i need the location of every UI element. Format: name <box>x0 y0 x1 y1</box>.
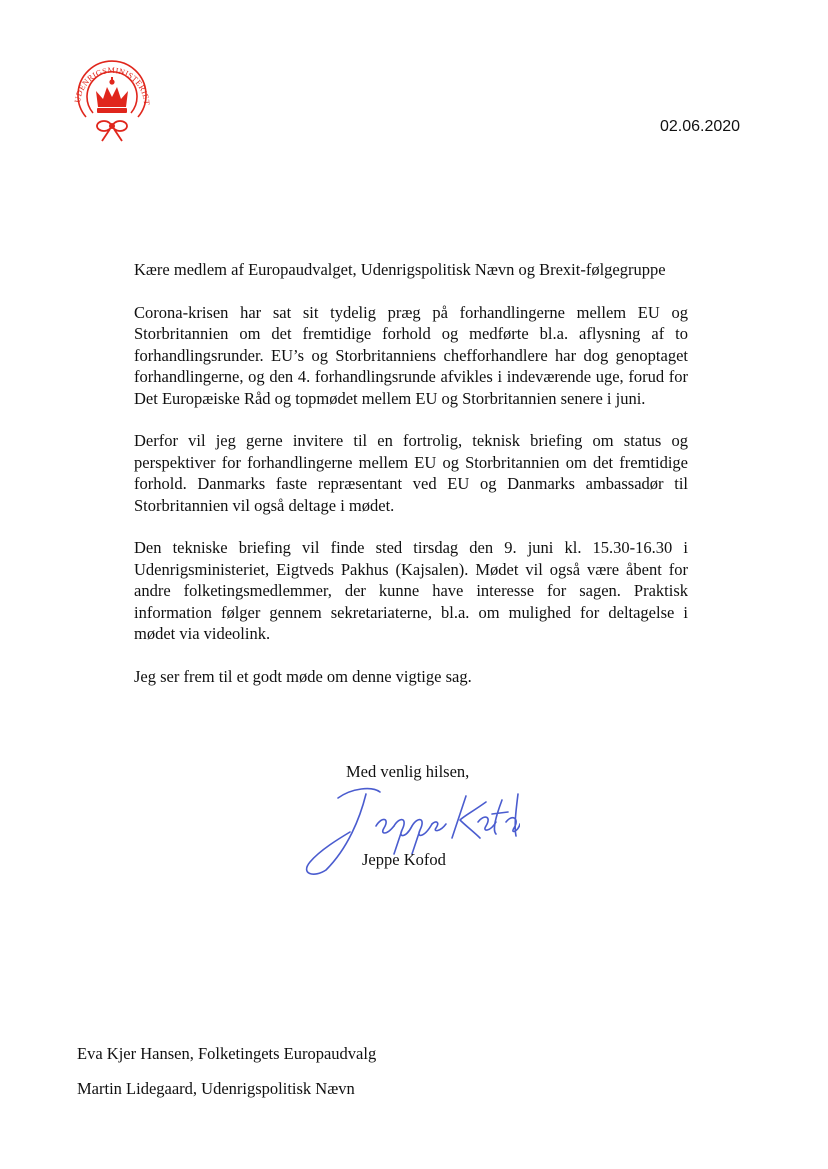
letter-date: 02.06.2020 <box>660 118 741 135</box>
recipient-2: Martin Lidegaard, Udenrigspolitisk Nævn <box>77 1079 355 1098</box>
letter-body <box>134 259 688 708</box>
signer-name: Jeppe Kofod <box>362 850 446 869</box>
paragraph-1: Corona-krisen har sat sit tydelig præg på forhandlingerne mellem EU og Storbritannien om det fremtidige forhold og medførte bl.a. aflysning af to forhandlingsrunder. EU’s og Storbritanniens chefforhandlere har dog genoptaget forhandlingerne, og den 4. forhandlingsrunde afvikles i indeværende uge, forud for Det Europæiske Råd og topmødet mellem EU og Storbritannien senere i juni. <box>134 302 688 408</box>
svg-text:UDENRIGSMINISTERIET: UDENRIGSMINISTERIET <box>73 65 152 106</box>
ministry-crown-logo <box>66 55 158 147</box>
paragraph-4: Jeg ser frem til et godt møde om denne vigtige sag. <box>134 666 472 686</box>
paragraph-2: Derfor vil jeg gerne invitere til en fortrolig, teknisk briefing om status og perspektiver for forhandlingerne mellem EU og Storbritannien om det fremtidige forhold. Danmarks faste repræsentant ved EU og Danmarks ambassadør til Storbritannien vil også deltage i mødet. <box>134 431 688 515</box>
recipient-1: Eva Kjer Hansen, Folketingets Europaudvalg <box>77 1044 377 1063</box>
paragraph-3: Den tekniske briefing vil finde sted tirsdag den 9. juni kl. 15.30-16.30 i Udenrigsministeriet, Eigtveds Pakhus (Kajsalen). Mødet vil også være åbent for andre folketingsmedlemmer, der kunne have interesse for sagen. Praktisk information følger gennem sekretariaterne, bl.a. om mulighed for deltagelse i mødet via videolink. <box>134 538 688 643</box>
closing-phrase: Med venlig hilsen, <box>346 762 470 781</box>
recipients-list <box>77 1036 376 1106</box>
salutation: Kære medlem af Europaudvalget, Udenrigspolitisk Nævn og Brexit-følgegruppe <box>134 260 666 279</box>
